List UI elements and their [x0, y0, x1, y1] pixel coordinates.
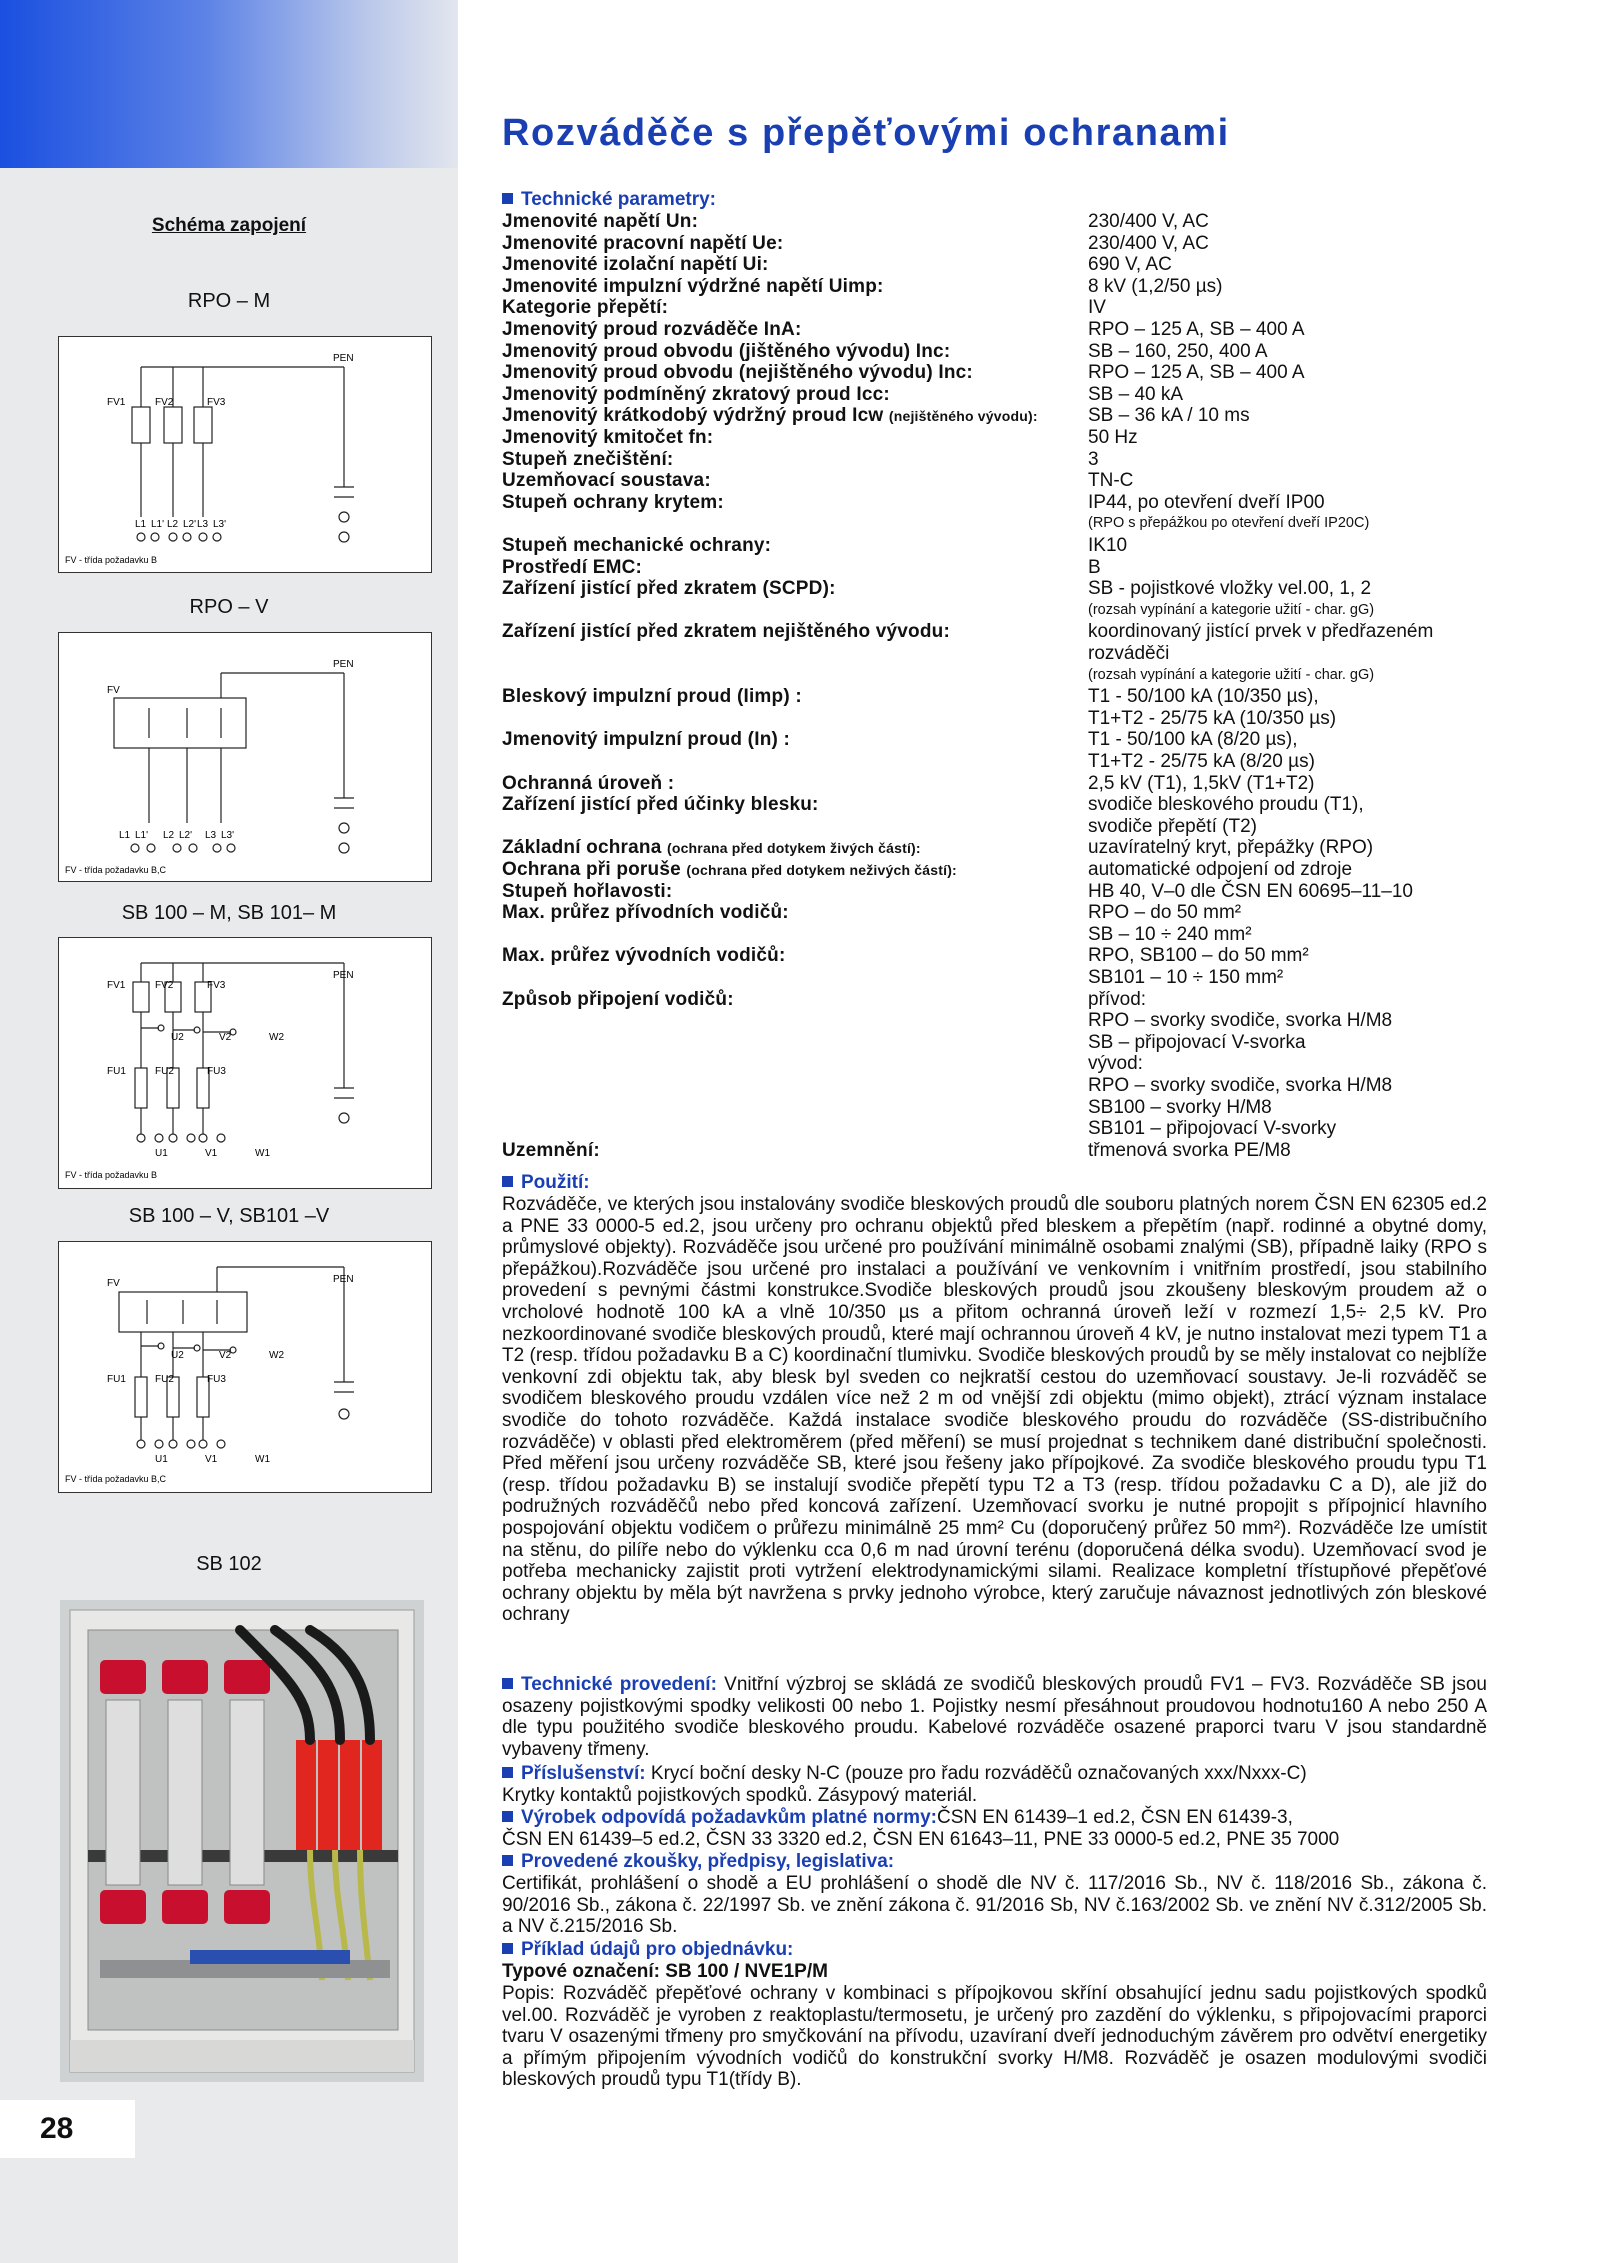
param-value: IV: [1088, 297, 1106, 319]
diagram-label-rpo-m: RPO – M: [187, 290, 271, 312]
param-value: SB – 10 ÷ 240 mm²: [1088, 923, 1252, 945]
param-label: Zařízení jistící před zkratem nejištěného vývodu:: [502, 621, 950, 643]
v1-label: V1: [205, 1454, 218, 1465]
param-label: Bleskový impulzní proud (Iimp) :: [502, 686, 802, 708]
param-value: T1 - 50/100 kA (8/20 µs),: [1088, 729, 1298, 751]
terminal-l3p: L3': [213, 519, 227, 530]
param-label: Jmenovité napětí Un:: [502, 211, 699, 232]
w2-label: W2: [269, 1350, 284, 1361]
param-value: 3: [1088, 448, 1099, 470]
param-label: Zařízení jistící před zkratem (SCPD):: [502, 578, 836, 600]
pen-label: PEN: [333, 353, 354, 364]
param-value: automatické odpojení od zdroje: [1088, 859, 1353, 880]
fu1-label: FU1: [107, 1066, 126, 1077]
w2-label: W2: [269, 1032, 284, 1043]
normy-text2: ČSN EN 61439–5 ed.2, ČSN 33 3320 ed.2, ČSN EN 61643–11, PNE 33 0000-5 ed.2, PNE 35 7000: [502, 1829, 1340, 1850]
diagram-rpo-m: [58, 336, 432, 573]
terminal-l2: L2: [163, 830, 175, 841]
param-label: Max. průřez přívodních vodičů:: [502, 902, 789, 924]
page-number: 28: [0, 2100, 135, 2158]
param-value: SB – 36 kA / 10 ms: [1088, 405, 1250, 427]
tech-provedeni-text: Vnitřní výzbroj se skládá ze svodičů bleskových proudů FV1 – FV3. Rozváděče SB jsou osazeny pojistkovými spodky velikosti 00 nebo 1. Pojistky nesmí přesáhnout proudovou hodnotu160 A nebo 250 A dle typu použitého svodiče bleskového proudu. Kabelové rozváděče osazené praporci tvaru V jsou standardně vybaveny třmeny.: [502, 1674, 1488, 1760]
u2-label: U2: [171, 1032, 184, 1043]
fu3-label: FU3: [207, 1374, 226, 1385]
fv2-label: FV2: [155, 980, 174, 991]
normy-line: [502, 1807, 1293, 1829]
param-value: SB - pojistkové vložky vel.00, 1, 2: [1088, 578, 1372, 600]
terminal-l2: L2: [167, 519, 179, 530]
param-value: B: [1088, 556, 1101, 578]
param-label: Jmenovitý impulzní proud (In) :: [502, 729, 791, 751]
param-value: koordinovaný jistící prvek v předřazeném: [1088, 621, 1434, 643]
param-value: IP44, po otevření dveří IP00: [1088, 491, 1325, 513]
param-value: 8 kV (1,2/50 µs): [1088, 275, 1223, 297]
diagram-label-rpo-v: RPO – V: [189, 596, 269, 618]
fu1-label: FU1: [107, 1374, 126, 1385]
param-value: SB – 160, 250, 400 A: [1088, 340, 1268, 362]
param-value: 2,5 kV (T1), 1,5kV (T1+T2): [1088, 772, 1315, 794]
v2-label: V2: [219, 1032, 232, 1043]
param-value: SB101 – připojovací V-svorky: [1088, 1118, 1337, 1140]
prislusenstvi-line: [502, 1763, 1307, 1785]
diagram-rpo-v: [58, 632, 432, 882]
param-label: Jmenovitý kmitočet fn:: [502, 427, 714, 448]
tech-params-heading: Technické parametry:: [502, 189, 716, 211]
param-value: RPO, SB100 – do 50 mm²: [1088, 945, 1309, 967]
u1-label: U1: [155, 1454, 168, 1465]
pouziti-text: Rozváděče, ve kterých jsou instalovány svodiče bleskových proudů dle souboru platných norem ČSN EN 62305 ed.2 a PNE 33 0000-5 ed.2, jsou určeny pro ochranu objektů před bleskem a přepětím (např. rodinné a obytné domy, průmyslové objekty). Rozváděče jsou určené pro používání minimálně osobami znalými (SB), případně laiky (RPO s přepážkou).Rozváděče jsou určené pro instalaci a používání ve venkovním i vnitřním prostředí, jsou stabilního provedení s pevnými částmi konstrukce.Svodiče bleskových proudů jsou zkoušeny bleskovým proudem až o vrcholové hodnotě 100 kA a vlně 10/350 µs a přitom ochranná úroveň leží v rozmezí 1,5÷ 2,5 kV. Pro nezkoordinované svodiče bleskových proudů, které mají ochrannou úroveň 4 kV, je nutno instalovat mezi typem T1 a T2 (resp. třídou požadavku B a C) koordinační tlumivku. Svodiče bleskových proudů by se měly instalovat co nejblíže venkovní zdi objektu tak, aby blesk byl sveden co nejkratší cestou do uzemňovací soustavy. Je-li rozváděč se svodičem bleskového proudu vzdálen více než 2 m od vnější zdi objektu (mimo objekt), ztrácí význam instalace svodiče do tohoto rozváděče. Každá instalace svodiče bleskového proudu do rozváděče (SS-distribučního rozváděče) v oblasti před elektroměrem (před měření) se musí projednat s technikem dané distribuční společnosti. Před měření jsou určeny rozváděče SB, které jsou řešeny jako přípojkové. Za svodiče bleskového proudu typu T1 (resp. třídou požadavku B) se instalují svodiče přepětí typu T2 a T3 (resp. třídou požadavku C a D), ale již do podružných rozváděčů nebo před koncová zařízení. Uzemňovací svorku je nutné propojit s přípojnicí hlavního pospojování objektu vodičem o průřezu minimálně 25 mm² Cu (doporučený průřez 50 mm²). Rozváděče lze umístit na stěnu, do pilíře nebo do výklenku cca 0,6 m nad úrovní terénu (doporučená délka svodu). Uzemňovací svod je potřeba mechanicky zajistit proti vytržení elektrodynamickými silami. Realizace kompletní třístupňové přepěťové ochrany objektu by měla být navržena s prvky jednoho výrobce, který zaručuje návaznost jednotlivých zón bleskové ochrany: [502, 1194, 1487, 1626]
normy-heading: Výrobek odpovídá požadavkům platné normy:: [502, 1807, 937, 1828]
param-value: SB – 40 kA: [1088, 383, 1184, 405]
fu3-label: FU3: [207, 1066, 226, 1077]
param-label: Ochrana při poruše (ochrana před dotykem neživých částí):: [502, 859, 957, 880]
terminal-l2p: L2': [179, 830, 193, 841]
schema-title: Schéma zapojení: [151, 215, 307, 236]
param-value: HB 40, V–0 dle ČSN EN 60695–11–10: [1088, 880, 1413, 902]
param-value: TN-C: [1088, 470, 1134, 492]
zkousky-text: Certifikát, prohlášení o shodě a EU prohlášení o shodě dle NV č. 117/2016 Sb., NV č. 118/2016 Sb., zákona č. 90/2016 Sb., zákona č. 22/1997 Sb. ve znění zákona č. 91/2016 Sb, NV č.163/2002 Sb. ve znění NV č.312/2005 Sb. a NV č.215/2016 Sb.: [502, 1873, 1487, 1938]
param-value: T1 - 50/100 kA (10/350 µs),: [1088, 686, 1319, 708]
param-value: 230/400 V, AC: [1088, 211, 1209, 232]
objednavka-text: Popis: Rozváděč přepěťové ochrany v kombinaci s přípojkovou skříní obsahující jednu sadu pojistkových spodků vel.00. Rozváděč je vyroben z reaktoplastu/termosetu, je určený pro zazdění do výklenku, s připojovacími praporci tvaru V osazenými třmeny pro smyčkování na přívodu, uzavíraní dveří jednoduchým závěrem pro odvětví energetiky a přímým připojením vývodních vodičů do konstrukční svorky H/M8. Rozváděč je osazen modulovými svodiči bleskových proudů typu T1(třídy B).: [502, 1983, 1487, 2091]
param-label: Jmenovitý krátkodobý výdržný proud Icw (nejištěného vývodu):: [502, 405, 1038, 427]
param-label-note: (nejištěného vývodu):: [888, 408, 1038, 425]
diagram-note: FV - třída požadavku B,C: [65, 1474, 167, 1484]
prislusenstvi-heading: Příslušenství:: [502, 1763, 646, 1784]
param-label-note: (ochrana před dotykem neživých částí):: [686, 862, 957, 878]
param-label: Stupeň hořlavosti:: [502, 880, 673, 902]
param-value: T1+T2 - 25/75 kA (8/20 µs): [1088, 750, 1315, 772]
fv1-label: FV1: [107, 397, 126, 408]
param-value: 230/400 V, AC: [1088, 232, 1209, 254]
param-label: Stupeň znečištění:: [502, 448, 674, 470]
page-title: Rozváděče s přepěťovými ochranami: [502, 112, 1230, 154]
terminal-l3: L3: [197, 519, 209, 530]
zkousky-heading: Provedené zkoušky, předpisy, legislativa:: [502, 1851, 894, 1873]
diagram-sb100-v: [58, 1241, 432, 1493]
param-label: Stupeň ochrany krytem:: [502, 491, 724, 513]
param-value: přívod:: [1088, 988, 1147, 1010]
fv3-label: FV3: [207, 397, 226, 408]
param-value: svodiče přepětí (T2): [1088, 815, 1257, 837]
param-label: Způsob připojení vodičů:: [502, 988, 734, 1010]
v1-label: V1: [205, 1148, 218, 1159]
type-value: SB 100 / NVE1P/M: [665, 1961, 828, 1982]
param-label: Jmenovitý podmíněný zkratový proud Icc:: [502, 383, 890, 405]
param-value: SB100 – svorky H/M8: [1088, 1096, 1272, 1118]
tech-provedeni-block: [502, 1674, 1487, 1760]
param-label: Stupeň mechanické ochrany:: [502, 535, 772, 556]
param-label: Kategorie přepětí:: [502, 297, 669, 319]
u2-label: U2: [171, 1350, 184, 1361]
param-value-note: (RPO s přepážkou po otevření dveří IP20C): [1088, 515, 1370, 532]
fv-label: FV: [107, 685, 120, 696]
param-label: Max. průřez vývodních vodičů:: [502, 945, 786, 967]
param-label: Zařízení jistící před účinky blesku:: [502, 794, 819, 816]
fu2-label: FU2: [155, 1374, 174, 1385]
param-value: RPO – svorky svodiče, svorka H/M8: [1088, 1010, 1393, 1032]
param-label: Jmenovitý proud obvodu (nejištěného vývodu) Inc:: [502, 362, 973, 384]
diagram-sb100-m: [58, 937, 432, 1189]
terminal-l3: L3: [205, 830, 217, 841]
param-label: Prostředí EMC:: [502, 556, 643, 578]
param-value-note: (rozsah vypínání a kategorie užití - char. gG): [1088, 666, 1375, 683]
terminal-l1p: L1': [135, 830, 149, 841]
param-value: T1+T2 - 25/75 kA (10/350 µs): [1088, 707, 1337, 729]
param-value: SB101 – 10 ÷ 150 mm²: [1088, 966, 1284, 988]
param-label: Jmenovitý proud obvodu (jištěného vývodu) Inc:: [502, 340, 951, 362]
terminal-l1: L1: [119, 830, 131, 841]
param-label: Jmenovitý proud rozváděče InA:: [502, 319, 802, 340]
diagram-note: FV - třída požadavku B: [65, 1170, 158, 1180]
param-label: Jmenovité pracovní napětí Ue:: [502, 232, 784, 254]
param-value: SB – připojovací V-svorka: [1088, 1031, 1306, 1053]
diagram-note: FV - třída požadavku B: [65, 555, 158, 565]
param-value: RPO – do 50 mm²: [1088, 902, 1242, 924]
pouziti-heading: Použití:: [502, 1172, 590, 1194]
fu2-label: FU2: [155, 1066, 174, 1077]
cabinet-photo: [60, 1600, 424, 2082]
param-value: RPO – 125 A, SB – 400 A: [1088, 362, 1305, 384]
fv2-label: FV2: [155, 397, 174, 408]
terminal-l1: L1: [135, 519, 147, 530]
param-value: IK10: [1088, 535, 1128, 556]
v2-label: V2: [219, 1350, 232, 1361]
photo-label: SB 102: [196, 1553, 262, 1575]
param-value: uzavíratelný kryt, přepážky (RPO): [1088, 837, 1374, 859]
w1-label: W1: [255, 1454, 270, 1465]
param-value: třmenová svorka PE/M8: [1088, 1139, 1291, 1161]
param-value: svodiče bleskového proudu (T1),: [1088, 794, 1364, 816]
param-value: RPO – 125 A, SB – 400 A: [1088, 319, 1305, 340]
tech-provedeni-heading: Technické provedení:: [502, 1674, 717, 1695]
param-label-note: (ochrana před dotykem živých částí):: [666, 840, 921, 857]
type-label: Typové označení:: [502, 1961, 661, 1982]
param-label: Uzemnění:: [502, 1139, 600, 1161]
diagram-note: FV - třída požadavku B,C: [65, 865, 167, 875]
diagram-label-sb100-m: SB 100 – M, SB 101– M: [121, 902, 337, 924]
fv3-label: FV3: [207, 980, 226, 991]
corner-gradient: [0, 0, 458, 168]
param-value: 690 V, AC: [1088, 254, 1172, 276]
param-label: Jmenovité impulzní výdržné napětí Uimp:: [502, 275, 884, 297]
terminal-l1p: L1': [151, 519, 165, 530]
param-value-note: (rozsah vypínání a kategorie užití - char. gG): [1088, 601, 1375, 618]
type-designation: [502, 1961, 828, 1983]
param-value: 50 Hz: [1088, 427, 1138, 448]
pen-label: PEN: [333, 1274, 354, 1285]
pen-label: PEN: [333, 970, 354, 981]
u1-label: U1: [155, 1148, 168, 1159]
param-label: Jmenovité izolační napětí Ui:: [502, 254, 769, 276]
prislusenstvi-text1: Krycí boční desky N-C (pouze pro řadu rozváděčů označovaných xxx/Nxxx-C): [650, 1763, 1307, 1784]
objednavka-heading: Příklad údajů pro objednávku:: [502, 1939, 793, 1961]
param-label: Základní ochrana (ochrana před dotykem živých částí):: [502, 837, 921, 859]
param-value: vývod:: [1088, 1053, 1143, 1075]
param-label: Ochranná úroveň :: [502, 772, 675, 794]
normy-text1: ČSN EN 61439–1 ed.2, ČSN EN 61439-3,: [936, 1807, 1293, 1828]
param-label: Uzemňovací soustava:: [502, 470, 711, 492]
fv-label: FV: [107, 1278, 120, 1289]
param-value: rozváděči: [1088, 642, 1170, 664]
param-value: RPO – svorky svodiče, svorka H/M8: [1088, 1074, 1393, 1096]
terminal-l2p: L2': [183, 519, 197, 530]
diagram-label-sb100-v: SB 100 – V, SB101 –V: [128, 1205, 330, 1227]
w1-label: W1: [255, 1148, 270, 1159]
fv1-label: FV1: [107, 980, 126, 991]
pen-label: PEN: [333, 659, 354, 670]
prislusenstvi-text2: Krytky kontaktů pojistkových spodků. Zásypový materiál.: [502, 1785, 978, 1806]
terminal-l3p: L3': [221, 830, 235, 841]
